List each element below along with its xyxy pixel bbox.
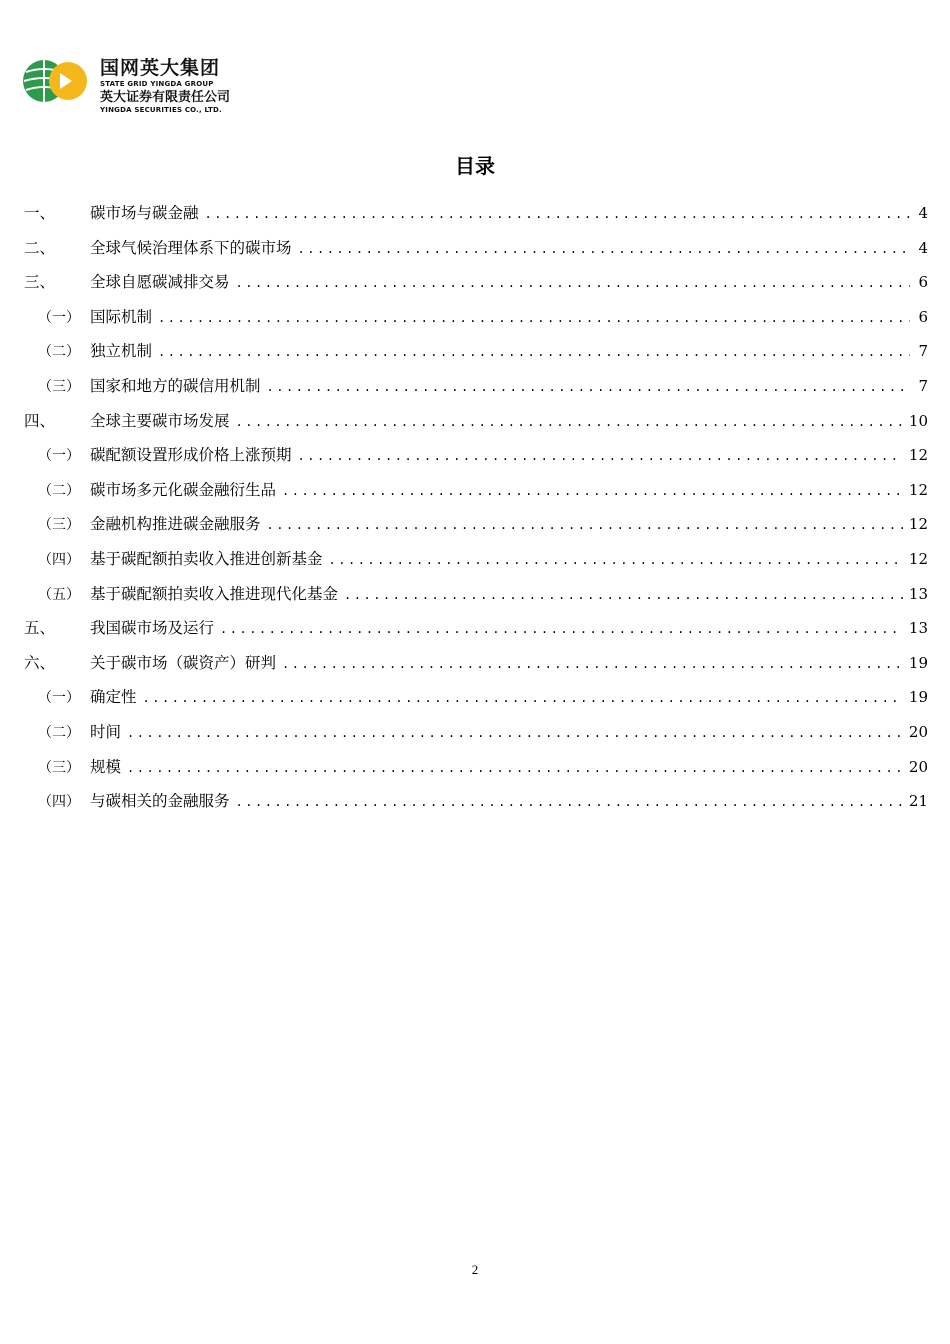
table-of-contents <box>24 198 928 821</box>
toc-entry-page: 7 <box>918 342 928 361</box>
toc-dot-leader <box>267 510 903 540</box>
toc-entry-number: 四、 <box>24 411 56 430</box>
toc-entry-label: 碳配额设置形成价格上涨预期 <box>90 446 292 465</box>
subsidiary-name-cn: 英大证券有限责任公司 <box>100 90 231 105</box>
toc-entry[interactable] <box>24 544 928 579</box>
toc-entry-label: 金融机构推进碳金融服务 <box>90 515 261 534</box>
toc-entry-label: 全球自愿碳减排交易 <box>90 273 230 292</box>
toc-entry-page: 7 <box>918 376 928 395</box>
toc-entry[interactable] <box>24 579 928 614</box>
toc-dot-leader <box>158 303 910 333</box>
toc-entry[interactable] <box>24 475 928 510</box>
toc-entry-number: 五、 <box>24 619 56 638</box>
toc-entry-number: （三） <box>38 517 80 534</box>
toc-entry-label: 碳市场与碳金融 <box>90 204 199 222</box>
toc-entry-number: （四） <box>38 551 80 568</box>
toc-entry-label: 关于碳市场（碳资产）研判 <box>90 653 277 672</box>
toc-entry-page: 4 <box>918 238 928 257</box>
toc-title: 目录 <box>455 154 495 178</box>
company-name-en: STATE GRID YINGDA GROUP <box>100 80 214 88</box>
toc-dot-leader <box>236 407 903 437</box>
toc-dot-leader <box>220 614 903 644</box>
toc-entry-page: 6 <box>918 273 928 292</box>
toc-dot-leader <box>298 234 910 264</box>
toc-entry-label: 规模 <box>90 757 122 776</box>
toc-entry[interactable] <box>24 406 928 441</box>
toc-dot-leader <box>344 580 903 610</box>
toc-entry-number: （三） <box>38 378 80 395</box>
toc-entry[interactable] <box>24 613 928 648</box>
toc-entry-label: 确定性 <box>90 688 137 707</box>
toc-entry-page: 12 <box>908 480 928 499</box>
toc-entry-page: 13 <box>908 584 928 603</box>
toc-entry-label: 独立机制 <box>90 342 153 361</box>
toc-entry-page: 20 <box>908 757 928 776</box>
toc-entry[interactable] <box>24 752 928 787</box>
toc-entry-page: 13 <box>908 619 928 638</box>
toc-entry-number: （一） <box>38 309 80 326</box>
toc-entry-number: 三、 <box>24 273 56 292</box>
toc-dot-leader <box>282 649 903 679</box>
toc-dot-leader <box>329 545 903 575</box>
toc-entry-number: 六、 <box>24 653 56 672</box>
toc-dot-leader <box>267 372 910 402</box>
toc-entry-label: 全球气候治理体系下的碳市场 <box>90 238 292 257</box>
toc-entry[interactable] <box>24 267 928 302</box>
toc-entry[interactable] <box>24 717 928 752</box>
toc-entry-page: 19 <box>908 653 928 672</box>
toc-dot-leader <box>282 476 903 506</box>
toc-entry[interactable] <box>24 786 928 821</box>
company-logo <box>22 56 262 126</box>
toc-entry-number: （一） <box>38 448 80 465</box>
toc-entry[interactable] <box>24 509 928 544</box>
toc-entry-label: 基于碳配额拍卖收入推进创新基金 <box>90 549 323 568</box>
toc-dot-leader <box>236 268 910 298</box>
company-name-cn: 国网英大集团 <box>100 57 221 79</box>
toc-entry-label: 碳市场多元化碳金融衍生品 <box>90 480 277 499</box>
toc-dot-leader <box>298 441 903 471</box>
toc-dot-leader <box>158 337 910 367</box>
toc-dot-leader <box>127 718 903 748</box>
toc-dot-leader <box>236 787 903 817</box>
toc-dot-leader <box>127 753 903 783</box>
toc-entry-page: 20 <box>908 722 928 741</box>
toc-entry-number: （二） <box>38 344 80 361</box>
toc-entry-number: （三） <box>38 759 80 776</box>
toc-entry[interactable] <box>24 336 928 371</box>
toc-dot-leader <box>143 683 903 713</box>
toc-entry-label: 基于碳配额拍卖收入推进现代化基金 <box>90 584 339 603</box>
toc-entry[interactable] <box>24 371 928 406</box>
toc-entry-page: 21 <box>908 792 928 811</box>
toc-entry[interactable] <box>24 440 928 475</box>
toc-entry-label: 与碳相关的金融服务 <box>90 792 230 811</box>
toc-entry[interactable] <box>24 648 928 683</box>
toc-entry[interactable] <box>24 682 928 717</box>
toc-entry-label: 我国碳市场及运行 <box>90 619 215 638</box>
toc-entry-label: 国际机制 <box>90 307 153 326</box>
toc-entry-label: 全球主要碳市场发展 <box>90 411 230 430</box>
toc-entry-page: 12 <box>908 515 928 534</box>
toc-entry-page: 19 <box>908 688 928 707</box>
toc-entry-page: 6 <box>918 307 928 326</box>
subsidiary-name-en: YINGDA SECURITIES CO., LTD. <box>100 106 222 114</box>
toc-entry-page: 12 <box>908 549 928 568</box>
page-number: 2 <box>471 1262 479 1277</box>
toc-entry-number: （五） <box>38 586 80 603</box>
toc-dot-leader <box>205 199 910 229</box>
toc-entry-page: 4 <box>918 204 928 222</box>
state-grid-logo-icon <box>22 58 90 104</box>
toc-entry-page: 10 <box>908 411 928 430</box>
toc-entry-page: 12 <box>908 446 928 465</box>
toc-entry[interactable] <box>24 198 928 233</box>
toc-entry[interactable] <box>24 233 928 268</box>
toc-entry-label: 国家和地方的碳信用机制 <box>90 376 261 395</box>
toc-entry-number: （二） <box>38 482 80 499</box>
toc-entry[interactable] <box>24 302 928 337</box>
toc-entry-number: 二、 <box>24 238 56 257</box>
toc-entry-number: （二） <box>38 724 80 741</box>
toc-entry-number: （一） <box>38 690 80 707</box>
toc-entry-number: 一、 <box>24 204 56 222</box>
toc-entry-number: （四） <box>38 794 80 811</box>
toc-entry-label: 时间 <box>90 722 122 741</box>
